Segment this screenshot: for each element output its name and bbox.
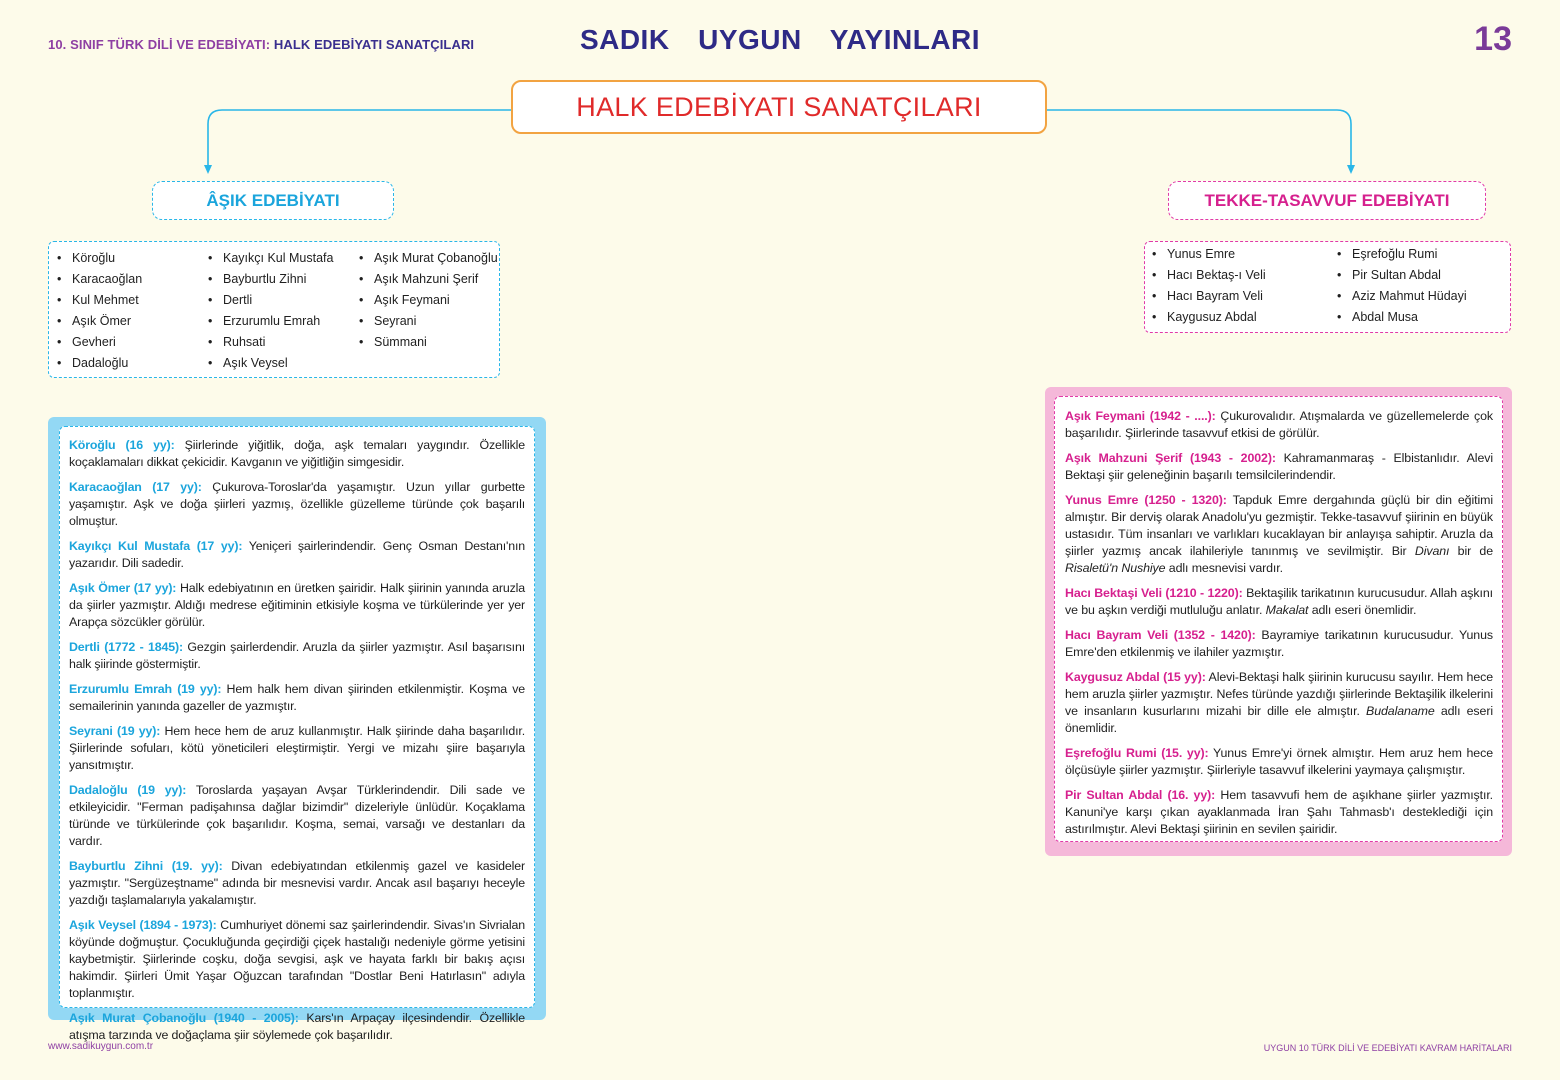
- asik-descriptions-inner: [59, 426, 535, 1042]
- page-number: 13: [1474, 20, 1512, 58]
- list-item: • Aşık Ömer: [57, 311, 142, 332]
- tekke-list-column-2: [1337, 244, 1467, 328]
- poet-entry: [1065, 492, 1493, 577]
- poet-name: Erzurumlu Emrah (19 yy):: [69, 682, 222, 696]
- poet-description: Çukurova-Toroslar'da yaşamıştır. Uzun yıllar gurbette yaşamıştır. Aşk ve doğa şiirleri yazmış, özellikle güzelleme türünde çok başarılı olmuştur.: [69, 480, 525, 528]
- poet-entry: [1065, 585, 1493, 619]
- poet-name: Yunus Emre (1250 - 1320):: [1065, 493, 1227, 507]
- poet-entry: [69, 437, 525, 471]
- poet-description: Gezgin şairlerdendir. Aruzla da şiirler yazmıştır. Asıl başarısını halk şiirinde göstermiştir.: [69, 640, 526, 671]
- poet-entry: [1065, 745, 1493, 779]
- poet-description: Hem hece hem de aruz kullanmıştır. Halk şiirinde daha başarılıdır. Şiirlerinde sofuları, kötü yöneticileri eleştirmiştir. Yergi ve mizahı şiire başarıyla yansıtmıştır.: [69, 724, 526, 772]
- poet-description: Hem halk hem divan şiirinden etkilenmiştir. Koşma ve semailerinin yanında gazeller de yazmıştır.: [69, 682, 525, 713]
- arrowhead-tekke: [1347, 165, 1355, 174]
- poet-description: adlı eseri önemlidir.: [1065, 704, 1493, 735]
- poet-description: Bayramiye tarikatının kurucusudur. Yunus Emre'den etkilenmiş ve ilahiler yazmıştır.: [1065, 628, 1493, 659]
- list-item: • Aziz Mahmut Hüdayi: [1337, 286, 1467, 307]
- poet-name: Dadaloğlu (19 yy):: [69, 783, 187, 797]
- poet-description: adlı mesnevisi vardır.: [1165, 561, 1283, 575]
- footer-website-link[interactable]: www.sadikuygun.com.tr: [48, 1041, 154, 1052]
- header-prefix: 10. SINIF TÜRK DİLİ VE EDEBİYATI:: [48, 37, 271, 52]
- poet-entry: [69, 1010, 525, 1044]
- list-item: • Gevheri: [57, 332, 142, 353]
- poet-description: Tapduk Emre dergahında güçlü bir din eğitimi almıştır. Bir derviş olarak Anadolu'yu gezmiştir. Tekke-tasavvuf şiirinin en büyük ustasıdır. Tüm insanları ve varlıkları kucaklayan bir anlayışa sahiptir. Aruzla da şiirler yazmış ancak ilahileriyle tanınmış ve sevilmiştir. Bir: [1065, 493, 1493, 558]
- tekke-descriptions-inner: [1054, 396, 1503, 842]
- list-item: • Aşık Veysel: [208, 353, 333, 374]
- poet-entry: [69, 782, 525, 850]
- poet-entry: [69, 479, 525, 530]
- header-topic: HALK EDEBİYATI SANATÇILARI: [273, 37, 475, 52]
- footer-series-title: UYGUN 10 TÜRK DİLİ VE EDEBİYATI KAVRAM HARİTALARI: [1263, 1043, 1512, 1053]
- list-item: • Ruhsati: [208, 332, 333, 353]
- poet-entry: [69, 538, 525, 572]
- poet-entry: [69, 917, 525, 1002]
- list-item: • Abdal Musa: [1337, 307, 1467, 328]
- poet-name: Aşık Ömer (17 yy):: [69, 581, 177, 595]
- list-item: • Dadaloğlu: [57, 353, 142, 374]
- tekke-descriptions-panel: [1045, 387, 1512, 856]
- list-item: • Sümmani: [359, 332, 498, 353]
- arrow-to-tekke: [1047, 110, 1351, 166]
- list-item: • Aşık Mahzuni Şerif: [359, 269, 498, 290]
- poet-entry: [69, 681, 525, 715]
- poet-name: Hacı Bektaşi Veli (1210 - 1220):: [1065, 586, 1243, 600]
- list-item: • Yunus Emre: [1152, 244, 1266, 265]
- main-title: HALK EDEBİYATI SANATÇILARI: [511, 80, 1047, 134]
- poet-description: Kahramanmaraş - Elbistanlıdır. Alevi Bektaşi şiir geleneğinin başarılı temsilcilerindendir.: [1065, 451, 1493, 482]
- list-item: • Hacı Bektaş-ı Veli: [1152, 265, 1266, 286]
- list-item: • Kayıkçı Kul Mustafa: [208, 248, 333, 269]
- asik-list-column-3: [359, 248, 498, 353]
- poet-name: Karacaoğlan (17 yy):: [69, 480, 202, 494]
- poet-entry: [1065, 787, 1493, 838]
- list-item: • Köroğlu: [57, 248, 142, 269]
- list-item: • Erzurumlu Emrah: [208, 311, 333, 332]
- tekke-category-title: TEKKE-TASAVVUF EDEBİYATI: [1168, 181, 1486, 220]
- poet-description: Cumhuriyet dönemi saz şairlerindendir. Sivas'ın Sivrialan köyünde doğmuştur. Çocukluğunda geçirdiği çiçek hastalığı nedeniyle görme yetisini kaybetmiştir. Şiirlerinde coşku, doğa sevgisi, aşk ve hayata farklı bir bakış açısı hakimdir. Şiirleri Ümit Yaşar Oğuzcan tarafından "Dostlar Beni Hatırlasın" adıyla toplanmıştır.: [69, 918, 526, 1000]
- poet-description: Şiirlerinde yiğitlik, doğa, aşk temaları yaygındır. Özellikle koçaklamaları dikkat çekicidir. Kavganın ve yiğitliğin simgesidir.: [69, 438, 525, 469]
- publisher-title: SADIK UYGUN YAYINLARI: [579, 24, 981, 55]
- list-item: • Aşık Murat Çobanoğlu: [359, 248, 498, 269]
- list-item: • Eşrefoğlu Rumi: [1337, 244, 1467, 265]
- poet-name: Hacı Bayram Veli (1352 - 1420):: [1065, 628, 1256, 642]
- poet-name: Köroğlu (16 yy):: [69, 438, 175, 452]
- poet-name: Kaygusuz Abdal (15 yy):: [1065, 670, 1206, 684]
- list-item: • Kaygusuz Abdal: [1152, 307, 1266, 328]
- list-item: • Pir Sultan Abdal: [1337, 265, 1467, 286]
- poet-description: Çukurovalıdır. Atışmalarda ve güzellemelerde çok başarılıdır. Şiirlerinde tasavvuf etkisi de görülür.: [1065, 409, 1493, 440]
- poet-name: Eşrefoğlu Rumi (15. yy):: [1065, 746, 1209, 760]
- list-item: • Bayburtlu Zihni: [208, 269, 333, 290]
- poet-name: Seyrani (19 yy):: [69, 724, 161, 738]
- poet-entry: [1065, 627, 1493, 661]
- poet-name: Pir Sultan Abdal (16. yy):: [1065, 788, 1216, 802]
- list-item: • Dertli: [208, 290, 333, 311]
- poet-description: Divan edebiyatından etkilenmiş gazel ve kasideler yazmıştır. "Sergüzeştname" adında bir mesnevisi vardır. Ancak asıl başarıyı heceyle yazdığı taşlamalarıyla yakalamıştır.: [69, 859, 525, 907]
- poet-description: Alevi-Bektaşi halk şiirinin kurucusu sayılır. Hem hece hem aruzla şiirler yazmıştır. Nefes türünde yazdığı şiirlerinde Bektaşilik ilkelerini ve insanların kusurlarını mizahi bir dille ele almıştır.: [1065, 670, 1494, 718]
- poet-description: Yunus Emre'yi örnek almıştır. Hem aruz hem hece ölçüsüyle şiirler yazmıştır. Şiirleriyle tasavvuf ilkelerini yaymaya çalışmıştır.: [1065, 746, 1493, 777]
- tekke-list-column-1: [1152, 244, 1266, 328]
- poet-description: Kars'ın Arpaçay ilçesindendir. Özellikle atışma tarzında ve doğaçlama şiir söylemede çok başarılıdır.: [69, 1011, 525, 1042]
- list-item: • Karacaoğlan: [57, 269, 142, 290]
- list-item: • Kul Mehmet: [57, 290, 142, 311]
- poet-entry: [69, 580, 525, 631]
- list-item: • Aşık Feymani: [359, 290, 498, 311]
- work-title: Risaletü'n Nushiye: [1065, 561, 1166, 575]
- poet-description: Bektaşilik tarikatının kurucusudur. Allah aşkını ve bu aşkın verdiği mutluluğu anlatır.: [1065, 586, 1493, 617]
- arrow-to-asik: [208, 110, 511, 166]
- work-title: Budalaname: [1366, 704, 1435, 718]
- asik-poets-list: [48, 241, 500, 378]
- poet-entry: [1065, 669, 1493, 737]
- poet-name: Bayburtlu Zihni (19. yy):: [69, 859, 223, 873]
- poet-description: Halk edebiyatının en üretken şairidir. Halk şiirinin yanında aruzla da şiirler yazmıştır. Aldığı medrese eğitiminin etkisiyle koşma ve türkülerinde yer yer Arapça sözcükler görülür.: [69, 581, 525, 629]
- poet-description: Hem tasavvufi hem de aşıkhane şiirler yazmıştır. Kanuni'ye karşı çıkan ayaklanmada İran Şahı Tahmasb'ı desteklediği için astırılmıştır. Alevi Bektaşi şiirinin en sevilen şairidir.: [1065, 788, 1493, 836]
- poet-entry: [69, 858, 525, 909]
- poet-name: Kayıkçı Kul Mustafa (17 yy):: [69, 539, 243, 553]
- poet-description: Yeniçeri şairlerindendir. Genç Osman Destanı'nın yazarıdır. Dili sadedir.: [69, 539, 525, 570]
- work-title: Divanı: [1414, 544, 1450, 558]
- poet-name: Dertli (1772 - 1845):: [69, 640, 183, 654]
- asik-list-column-1: [57, 248, 142, 374]
- poet-name: Aşık Murat Çobanoğlu (1940 - 2005):: [69, 1011, 299, 1025]
- tekke-poets-list: [1144, 241, 1511, 333]
- poet-entry: [1065, 450, 1493, 484]
- poet-name: Aşık Mahzuni Şerif (1943 - 2002):: [1065, 451, 1276, 465]
- poet-entry: [69, 639, 525, 673]
- poet-entry: [1065, 408, 1493, 442]
- asik-category-title: ÂŞIK EDEBİYATI: [152, 181, 394, 220]
- poet-description: Toroslarda yaşayan Avşar Türklerindendir. Dili sade ve etkileyicidir. "Ferman padişahınsa dağlar bizimdir" dizeleriyle ünlüdür. Koçaklama türünde ve türkülerinde çok başarılıdır. Koşma, semai, varsağı ve destanları da vardır.: [69, 783, 525, 848]
- arrowhead-asik: [204, 165, 212, 174]
- poet-name: Aşık Feymani (1942 - ....):: [1065, 409, 1216, 423]
- list-item: • Hacı Bayram Veli: [1152, 286, 1266, 307]
- asik-list-column-2: [208, 248, 333, 374]
- poet-description: adlı eseri önemlidir.: [1308, 603, 1417, 617]
- list-item: • Seyrani: [359, 311, 498, 332]
- poet-name: Aşık Veysel (1894 - 1973):: [69, 918, 217, 932]
- poet-entry: [69, 723, 525, 774]
- asik-descriptions-panel: [48, 417, 546, 1042]
- poet-description: bir de: [1449, 544, 1493, 558]
- work-title: Makalat: [1265, 603, 1309, 617]
